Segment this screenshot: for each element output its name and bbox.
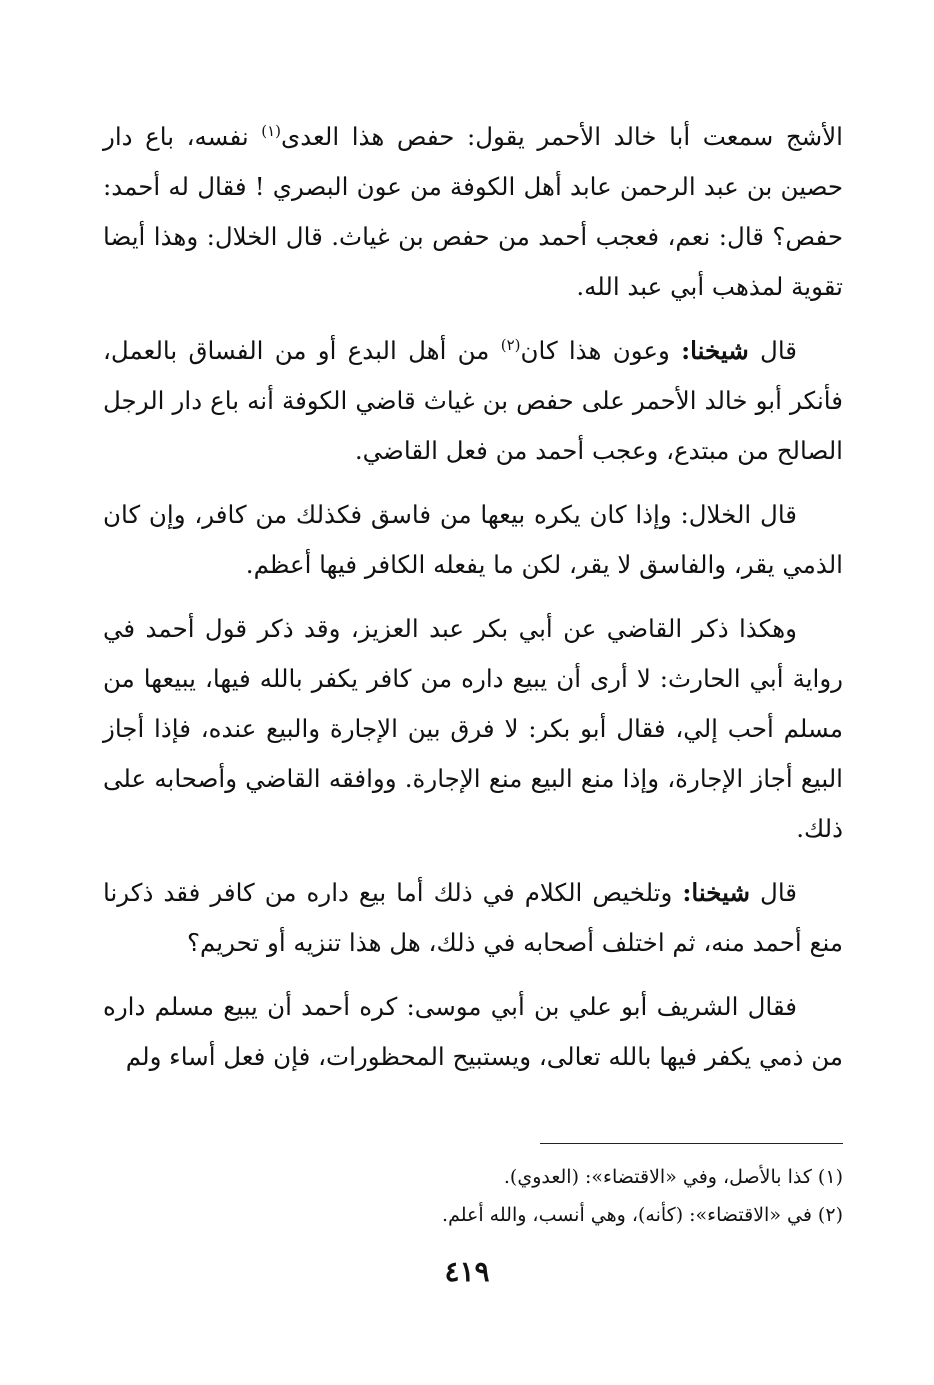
- footnotes: [103, 1158, 843, 1234]
- footnote-reference: (١): [261, 121, 282, 140]
- text-segment: من أهل البدع أو من الفساق بالعمل، فأنكر أبو خالد الأحمر على حفص بن غياث قاضي الكوفة أنه باع دار الرجل الصالح من مبتدع، وعجب أحمد من فعل القاضي.: [103, 336, 843, 465]
- text-segment: قال: [748, 336, 797, 365]
- footnote-2: (٢) في «الاقتضاء»: (كأنه)، وهي أنسب، والله أعلم.: [442, 1204, 843, 1226]
- paragraph: [103, 490, 843, 590]
- speaker-label: شيخنا:: [681, 336, 749, 365]
- paragraph: [103, 112, 843, 312]
- main-text: [103, 112, 843, 1096]
- text-segment: وهكذا ذكر القاضي عن أبي بكر عبد العزيز، وقد ذكر قول أحمد في رواية أبي الحارث: لا أرى أن يبيع داره من كافر يكفر بالله فيها، يبيعها من مسلم أحب إلي، فقال أبو بكر: لا فرق بين الإجارة والبيع عنده، فإذا أجاز البيع أجاز الإجارة، وإذا منع البيع منع الإجارة. ووافقه القاضي وأصحابه على ذلك.: [103, 614, 843, 843]
- footnote-1: (١) كذا بالأصل، وفي «الاقتضاء»: (العدوي).: [503, 1166, 843, 1188]
- text-segment: وعون هذا كان: [520, 336, 682, 365]
- text-segment: قال: [750, 878, 798, 907]
- footnote-separator: [540, 1143, 843, 1144]
- paragraph: [103, 982, 843, 1082]
- paragraph: [103, 868, 843, 968]
- text-segment: فقال الشريف أبو علي بن أبي موسى: كره أحمد أن يبيع مسلم داره من ذمي يكفر فيها بالله تعالى، ويستبيح المحظورات، فإن فعل أساء ولم: [103, 992, 843, 1071]
- footnote-reference: (٢): [500, 335, 521, 354]
- page-number: ٤١٩: [444, 1255, 490, 1288]
- paragraph: [103, 326, 843, 476]
- paragraph: [103, 604, 843, 854]
- text-segment: قال الخلال: وإذا كان يكره بيعها من فاسق فكذلك من كافر، وإن كان الذمي يقر، والفاسق لا يقر، لكن ما يفعله الكافر فيها أعظم.: [103, 500, 843, 579]
- speaker-label: شيخنا:: [682, 878, 751, 907]
- text-segment: نفسه، باع دار حصين بن عبد الرحمن عابد أهل الكوفة من عون البصري ! فقال له أحمد: حفص؟ قال: نعم، فعجب أحمد من حفص بن غياث. قال الخلال: وهذا أيضا تقوية لمذهب أبي عبد الله.: [103, 122, 843, 301]
- text-segment: الأشج سمعت أبا خالد الأحمر يقول: حفص هذا العدى: [281, 122, 843, 151]
- text-segment: وتلخيص الكلام في ذلك أما بيع داره من كافر فقد ذكرنا منع أحمد منه، ثم اختلف أصحابه في ذلك، هل هذا تنزيه أو تحريم؟: [103, 878, 843, 957]
